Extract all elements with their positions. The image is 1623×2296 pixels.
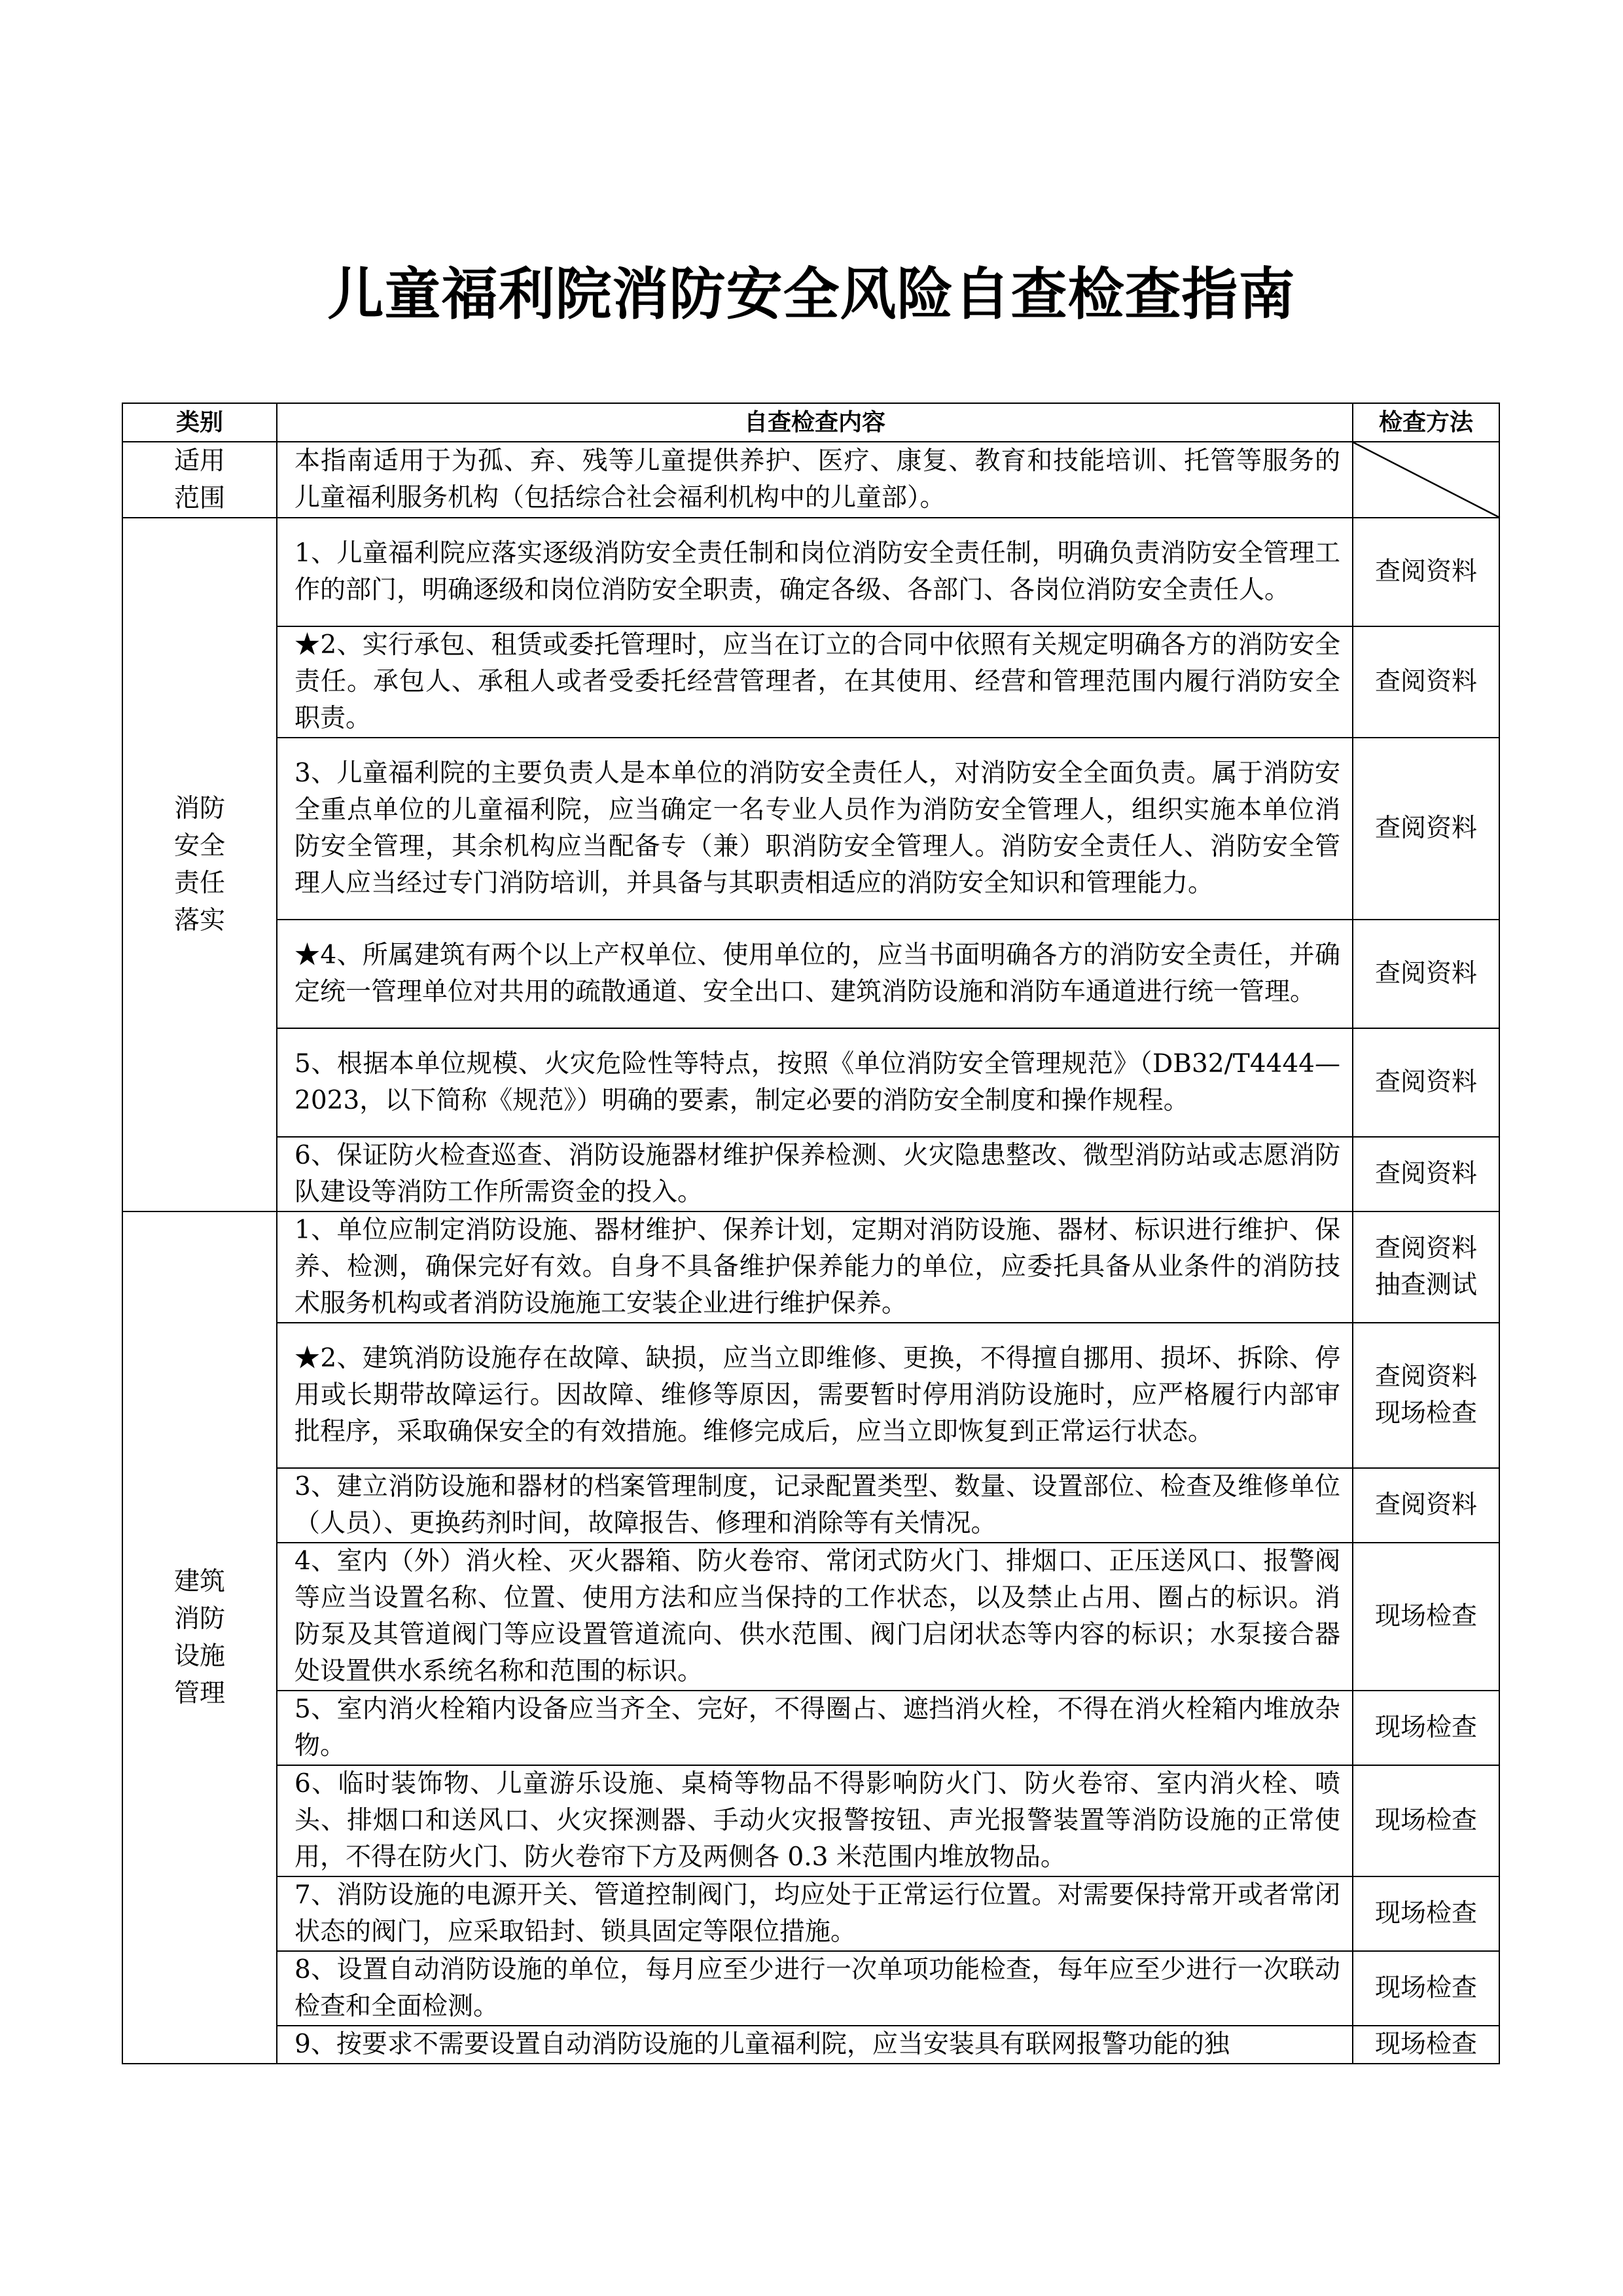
row-content: 3、儿童福利院的主要负责人是本单位的消防安全责任人，对消防安全全面负责。属于消防安全重点单位的儿童福利院，应当确定一名专业人员作为消防安全管理人，组织实施本单位消防安全管理，其余机构应当配备专（兼）职消防安全管理人。消防安全责任人、消防安全管理人应当经过专门消防培训，并具备与其职责相适应的消防安全知识和管理能力。 [277,738,1353,920]
scope-category: 适用范围 [122,442,277,518]
inspection-table [122,403,1500,2064]
table-row [122,920,1499,1028]
table-row [122,1211,1499,1323]
row-method: 查阅资料 [1353,1468,1499,1543]
page-title: 儿童福利院消防安全风险自查检查指南 [327,262,1296,327]
section1-category: 消防安全责任落实 [122,518,277,1211]
row-content: 4、室内（外）消火栓、灭火器箱、防火卷帘、常闭式防火门、排烟口、正压送风口、报警阀等应当设置名称、位置、使用方法和应当保持的工作状态，以及禁止占用、圈占的标识。消防泵及其管道阀门等应设置管道流向、供水范围、阀门启闭状态等内容的标识；水泵接合器处设置供水系统名称和范围的标识。 [277,1543,1353,1691]
row-method: 查阅资料 抽查测试 [1353,1211,1499,1323]
table-row [122,1951,1499,2026]
table-row [122,1137,1499,1211]
row-method: 查阅资料 [1353,518,1499,626]
table-row [122,1765,1499,1876]
row-method: 查阅资料 [1353,1028,1499,1137]
row-content: 6、保证防火检查巡查、消防设施器材维护保养检测、火灾隐患整改、微型消防站或志愿消防队建设等消防工作所需资金的投入。 [277,1137,1353,1211]
row-method: 查阅资料 [1353,738,1499,920]
scope-content: 本指南适用于为孤、弃、残等儿童提供养护、医疗、康复、教育和技能培训、托管等服务的儿童福利服务机构（包括综合社会福利机构中的儿童部）。 [277,442,1353,518]
row-method: 现场检查 [1353,2026,1499,2064]
row-method: 现场检查 [1353,1951,1499,2026]
header-category: 类别 [122,403,277,442]
scope-row [122,442,1499,518]
row-method: 查阅资料 [1353,920,1499,1028]
scope-method-empty [1353,442,1499,518]
row-method: 现场检查 [1353,1691,1499,1765]
table-row [122,518,1499,626]
row-content: 6、临时装饰物、儿童游乐设施、桌椅等物品不得影响防火门、防火卷帘、室内消火栓、喷头、排烟口和送风口、火灾探测器、手动火灾报警按钮、声光报警装置等消防设施的正常使用，不得在防火门、防火卷帘下方及两侧各 0.3 米范围内堆放物品。 [277,1765,1353,1876]
table-row [122,2026,1499,2064]
table-row [122,626,1499,738]
row-content: 9、按要求不需要设置自动消防设施的儿童福利院，应当安装具有联网报警功能的独 [277,2026,1353,2064]
row-content: 1、儿童福利院应落实逐级消防安全责任制和岗位消防安全责任制，明确负责消防安全管理工作的部门，明确逐级和岗位消防安全职责，确定各级、各部门、各岗位消防安全责任人。 [277,518,1353,626]
row-content: 1、单位应制定消防设施、器材维护、保养计划，定期对消防设施、器材、标识进行维护、保养、检测，确保完好有效。自身不具备维护保养能力的单位，应委托具备从业条件的消防技术服务机构或者消防设施施工安装企业进行维护保养。 [277,1211,1353,1323]
row-method: 现场检查 [1353,1543,1499,1691]
row-content: 5、室内消火栓箱内设备应当齐全、完好，不得圈占、遮挡消火栓，不得在消火栓箱内堆放杂物。 [277,1691,1353,1765]
table-row [122,1468,1499,1543]
table-header-row [122,403,1499,442]
table-row [122,1543,1499,1691]
table-row [122,1876,1499,1951]
row-method: 现场检查 [1353,1876,1499,1951]
row-method: 查阅资料 现场检查 [1353,1323,1499,1468]
row-content: 5、根据本单位规模、火灾危险性等特点，按照《单位消防安全管理规范》（DB32/T4444—2023，以下简称《规范》）明确的要素，制定必要的消防安全制度和操作规程。 [277,1028,1353,1137]
row-method: 现场检查 [1353,1765,1499,1876]
row-method: 查阅资料 [1353,626,1499,738]
table-row [122,738,1499,920]
row-content: ★2、实行承包、租赁或委托管理时，应当在订立的合同中依照有关规定明确各方的消防安全责任。承包人、承租人或者受委托经营管理者，在其使用、经营和管理范围内履行消防安全职责。 [277,626,1353,738]
row-content: 8、设置自动消防设施的单位，每月应至少进行一次单项功能检查，每年应至少进行一次联动检查和全面检测。 [277,1951,1353,2026]
header-method: 检查方法 [1353,403,1499,442]
section2-category: 建筑消防设施管理 [122,1211,277,2064]
table-row [122,1323,1499,1468]
row-content: ★2、建筑消防设施存在故障、缺损，应当立即维修、更换，不得擅自挪用、损坏、拆除、停用或长期带故障运行。因故障、维修等原因，需要暂时停用消防设施时，应严格履行内部审批程序，采取确保安全的有效措施。维修完成后，应当立即恢复到正常运行状态。 [277,1323,1353,1468]
row-content: ★4、所属建筑有两个以上产权单位、使用单位的，应当书面明确各方的消防安全责任，并确定统一管理单位对共用的疏散通道、安全出口、建筑消防设施和消防车通道进行统一管理。 [277,920,1353,1028]
header-content: 自查检查内容 [277,403,1353,442]
row-content: 7、消防设施的电源开关、管道控制阀门，均应处于正常运行位置。对需要保持常开或者常闭状态的阀门，应采取铅封、锁具固定等限位措施。 [277,1876,1353,1951]
row-method: 查阅资料 [1353,1137,1499,1211]
table-row [122,1028,1499,1137]
row-content: 3、建立消防设施和器材的档案管理制度，记录配置类型、数量、设置部位、检查及维修单位（人员）、更换药剂时间，故障报告、修理和消除等有关情况。 [277,1468,1353,1543]
table-row [122,1691,1499,1765]
